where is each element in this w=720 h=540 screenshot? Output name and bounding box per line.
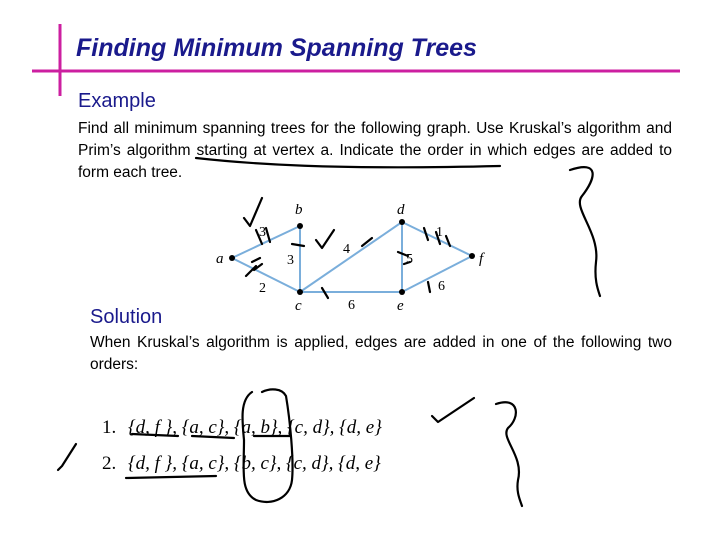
ink-tick-ef — [428, 282, 430, 292]
ink-underline-df-2 — [126, 476, 216, 478]
list-item-sets: {d, f }, {a, c}, {a, b}, {c, d}, {d, e} — [128, 417, 382, 438]
ink-check-bc — [316, 230, 334, 248]
weight-d-e: 5 — [406, 252, 413, 267]
vertex-label-c: c — [295, 298, 302, 314]
ink-loop-column — [242, 389, 292, 502]
list-item-sets: {d, f }, {a, c}, {b, c}, {c, d}, {d, e} — [128, 453, 381, 474]
ink-bracket-right — [570, 167, 600, 296]
ink-ticks-de — [398, 252, 410, 264]
weight-a-b: 3 — [259, 225, 266, 240]
vertex-label-a: a — [216, 251, 224, 267]
weight-c-e: 6 — [348, 298, 355, 313]
example-text: Find all minimum spanning trees for the following graph. Use Kruskal’s algorithm and Prim’s algorithm starting at vertex a. Indicate the order in which edges are added to form each tree. — [78, 120, 672, 181]
weight-c-d: 4 — [343, 242, 350, 257]
weight-a-c: 2 — [259, 281, 266, 296]
ink-tick-ab — [256, 228, 270, 244]
ink-cross-cd — [362, 238, 372, 246]
ink-underline-prim — [196, 158, 500, 167]
vertex-label-d: d — [397, 202, 405, 218]
vertex-label-b: b — [295, 202, 303, 218]
ink-thick-ac — [246, 266, 256, 276]
ink-underline-ac-1 — [192, 436, 234, 438]
ink-check-order1 — [432, 398, 474, 422]
slide-title: Finding Minimum Spanning Trees — [76, 34, 477, 62]
weight-d-f: 1 — [436, 225, 443, 240]
vertex-label-e: e — [397, 298, 404, 314]
weight-e-f: 6 — [438, 279, 445, 294]
solution-text: When Kruskal’s algorithm is applied, edges are added in one of the following two orders: — [90, 334, 672, 373]
ink-dash-b — [292, 244, 304, 246]
ink-check-b — [244, 198, 262, 226]
example-heading: Example — [78, 90, 156, 112]
list-item-number: 2. — [102, 453, 117, 474]
vertex-label-f: f — [479, 251, 484, 267]
ink-bracket-orders — [496, 402, 522, 506]
list-item-number: 1. — [102, 417, 117, 438]
ink-underline-df-1 — [132, 434, 178, 436]
ink-tick-ce — [322, 288, 328, 298]
weight-b-c: 3 — [287, 253, 294, 268]
ink-check-left — [58, 444, 76, 470]
solution-heading: Solution — [90, 306, 163, 328]
ink-ticks-df — [424, 228, 450, 246]
